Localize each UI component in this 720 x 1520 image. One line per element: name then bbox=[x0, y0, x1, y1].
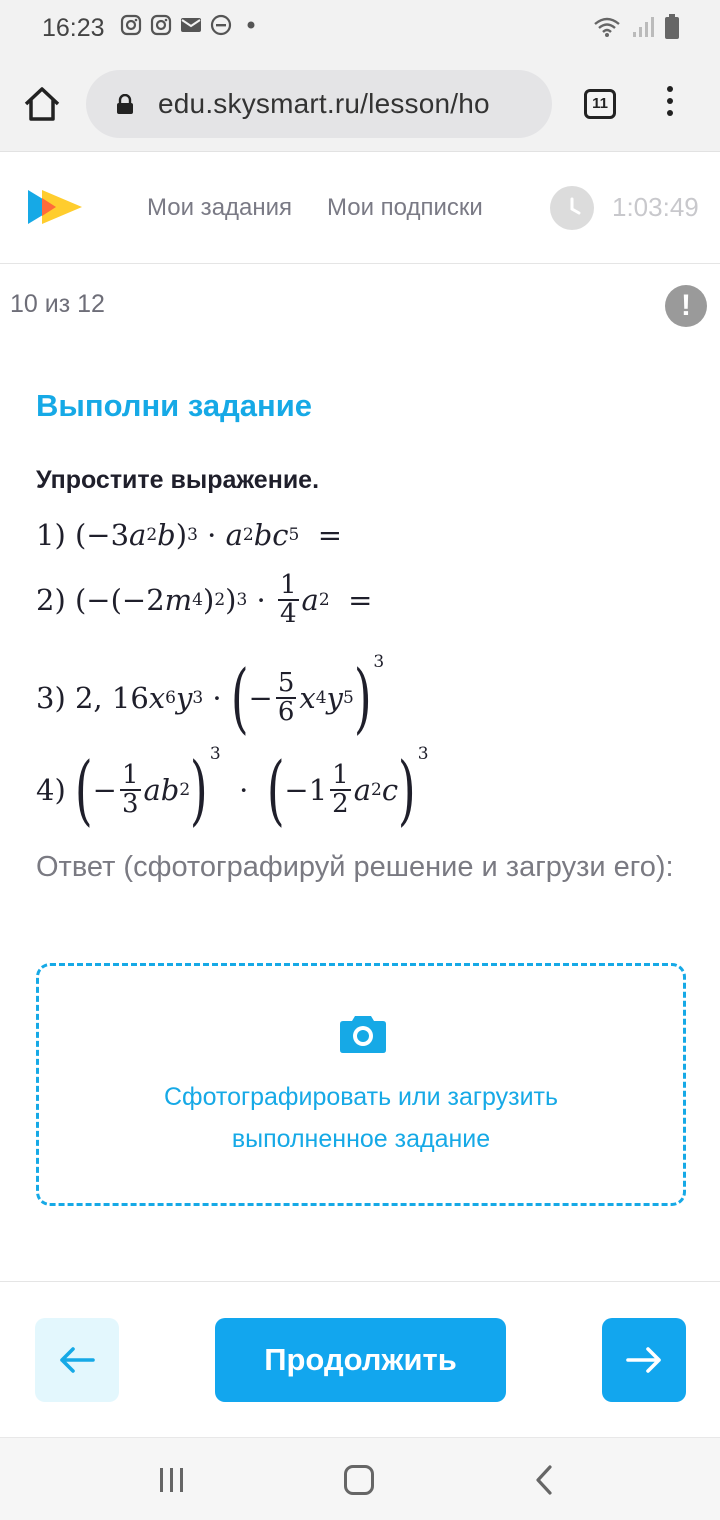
report-problem-icon[interactable]: ! bbox=[665, 285, 707, 327]
tabs-button[interactable]: 11 bbox=[584, 89, 616, 119]
upload-line-2: выполненное задание bbox=[231, 1125, 491, 1153]
address-bar[interactable] bbox=[86, 70, 552, 138]
clock-icon bbox=[550, 186, 594, 230]
expression-3: 3) 2, 16 x 6 y 3 · ( − $\frac{5}{6}$ x 4 y 5 ) 3 bbox=[36, 652, 385, 742]
camera-icon bbox=[339, 1012, 387, 1054]
task-heading: Выполни задание bbox=[36, 388, 313, 423]
browser-menu-icon[interactable] bbox=[664, 86, 676, 122]
expression-1: 1) (−3 a 2 b ) 3 · a 2 bc 5 = bbox=[36, 518, 343, 552]
status-bar bbox=[0, 0, 720, 56]
arrow-left-icon bbox=[57, 1345, 97, 1375]
continue-button[interactable]: Продолжить bbox=[215, 1318, 506, 1402]
notification-icons bbox=[120, 14, 262, 36]
timer: 1:03:49 bbox=[612, 192, 699, 222]
nav-my-subscriptions[interactable]: Мои подписки bbox=[327, 194, 483, 221]
system-indicators bbox=[592, 14, 680, 40]
url-text: edu.skysmart.ru/lesson/ho bbox=[158, 88, 490, 119]
system-back-icon[interactable] bbox=[534, 1464, 554, 1496]
expression-2: 2) (−(−2 m 4 ) 2 ) 3 · $\frac{1}{4}$ a 2 = bbox=[36, 570, 373, 630]
previous-button[interactable] bbox=[35, 1318, 119, 1402]
lock-icon bbox=[116, 94, 134, 114]
arrow-right-icon bbox=[624, 1345, 664, 1375]
recent-apps-icon[interactable] bbox=[158, 1466, 186, 1494]
upload-dropzone[interactable] bbox=[36, 963, 686, 1206]
divider bbox=[0, 1281, 720, 1282]
task-instruction: Упростите выражение. bbox=[36, 466, 320, 494]
expression-4: 4) ( − $\frac{1}{3}$ ab 2 ) 3 · ( −1 $\frac{1}{2}$ a 2 c ) 3 bbox=[36, 744, 429, 834]
upload-line-1: Сфотографировать или загрузить bbox=[163, 1083, 559, 1111]
skysmart-logo[interactable] bbox=[26, 186, 86, 228]
upload-label bbox=[39, 1076, 683, 1160]
wifi-icon bbox=[592, 15, 622, 39]
next-button[interactable] bbox=[602, 1318, 686, 1402]
instagram-icon bbox=[150, 14, 172, 36]
status-time: 16:23 bbox=[42, 14, 105, 42]
browser-toolbar bbox=[0, 56, 720, 152]
site-header bbox=[0, 152, 720, 264]
dot-icon bbox=[240, 14, 262, 36]
battery-icon bbox=[664, 14, 680, 40]
system-home-icon[interactable] bbox=[344, 1465, 374, 1495]
home-icon[interactable] bbox=[22, 84, 62, 124]
mail-icon bbox=[180, 14, 202, 36]
signal-icon bbox=[632, 15, 654, 39]
nav-my-tasks[interactable]: Мои задания bbox=[147, 194, 293, 221]
task-progress: 10 из 12 bbox=[10, 290, 105, 318]
instagram-icon bbox=[120, 14, 142, 36]
answer-label: Ответ (сфотографируй решение и загрузи его): bbox=[36, 851, 674, 883]
do-not-disturb-icon bbox=[210, 14, 232, 36]
system-navigation-bar bbox=[0, 1437, 720, 1520]
